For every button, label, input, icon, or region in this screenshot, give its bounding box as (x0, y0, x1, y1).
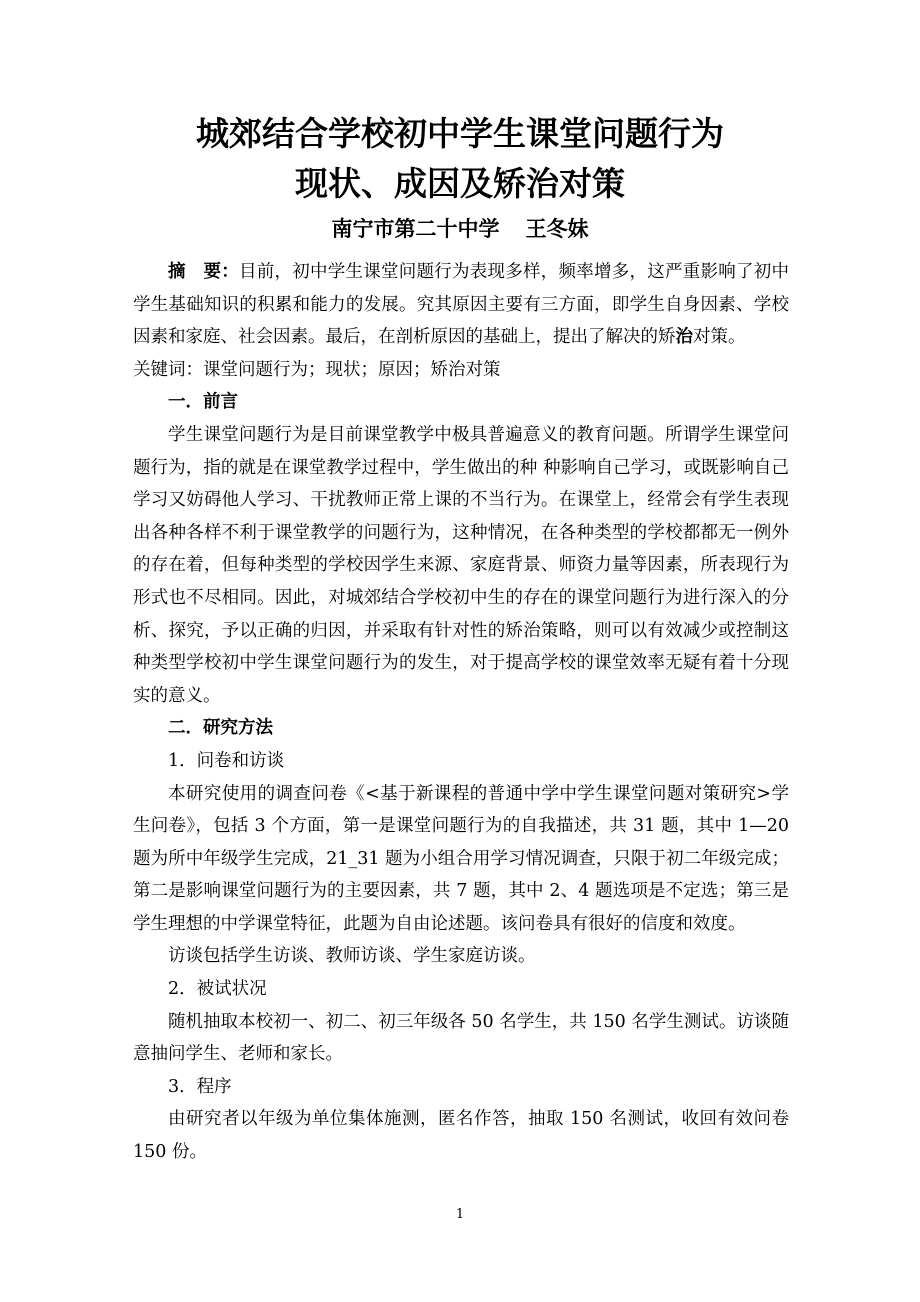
title-line-1: 城郊结合学校初中学生课堂问题行为 (196, 114, 724, 153)
subsection-3-paragraph: 由研究者以年级为单位集体施测，匿名作答，抽取 150 名测试，收回有效问卷 150 份。 (133, 1109, 789, 1163)
page-number: 1 (455, 1207, 465, 1222)
subsection-2-paragraph: 随机抽取本校初一、初二、初三年级各 50 名学生，共 150 名学生测试。访谈随意抽问学生、老师和家长。 (133, 1011, 789, 1065)
author-name: 王冬妹 (525, 217, 589, 241)
abstract-label: 摘 要： (168, 262, 239, 282)
subsection-1-paragraph-2: 访谈包括学生访谈、教师访谈、学生家庭访谈。 (168, 946, 536, 967)
author-school: 南宁市第二十中学 (331, 217, 500, 241)
keywords-label: 关键词： (133, 359, 203, 380)
abstract-text: 目前，初中学生课堂问题行为表现多样，频率增多，这严重影响了初中学生基础知识的积累和能力的发展。究其原因主要有三方面，即学生自身因素、学校因素和家庭、社会因素。最后，在剖析原因的基础上，提出了解决的矫 (133, 262, 789, 348)
keywords-text: 课堂问题行为；现状；原因；矫治对策 (203, 359, 501, 380)
subsection-1-paragraph-1: 本研究使用的调查问卷《<基于新课程的普通中学中学生课堂问题对策研究>学生问卷》，包括 3 个方面，第一是课堂问题行为的自我描述，共 31 题，其中 1—20 题为所中年级学生完成，21_31 题为小组合用学习情况调查，只限于初二年级完成；第二是影响课堂问题行为的主要因素，共 7 题，其中 2、4 题选项是不定选；第三是学生理想的中学课堂特征，此题为自由论述题。该问卷具有很好的信度和效度。 (133, 783, 789, 934)
title-line-2: 现状、成因及矫治对策 (295, 164, 625, 203)
abstract-end: 对策。 (693, 327, 746, 348)
abstract-paragraph (133, 256, 789, 354)
abstract-bold-char: 治 (675, 327, 693, 348)
document-body (133, 256, 789, 1169)
section-1-heading: 一．前言 (168, 392, 238, 413)
keywords-paragraph (133, 354, 789, 387)
subsection-1-heading: 1．问卷和访谈 (168, 750, 285, 771)
section-1-paragraph: 学生课堂问题行为是目前课堂教学中极具普遍意义的教育问题。所谓学生课堂问题行为，指的就是在课堂教学过程中，学生做出的种 种影响自己学习，或既影响自己学习又妨碍他人学习、干扰教师正常上课的不当行为。在课堂上，经常会有学生表现出各种各样不利于课堂教学的问题行为，这种情况，在各种类型的学校都都无一例外的存在着，但每种类型的学校因学生来源、家庭背景、师资力量等因素，所表现行为形式也不尽相同。因此，对城郊结合学校初中生的存在的课堂问题行为进行深入的分析、探究，予以正确的归因，并采取有针对性的矫治策略，则可以有效减少或控制这种类型学校初中学生课堂问题行为的发生，对于提高学校的课堂效率无疑有着十分现实的意义。 (133, 424, 789, 706)
section-2-heading: 二．研究方法 (168, 718, 273, 739)
subsection-3-heading: 3．程序 (168, 1076, 232, 1097)
author-line (0, 214, 920, 244)
subsection-2-heading: 2．被试状况 (168, 979, 267, 1000)
